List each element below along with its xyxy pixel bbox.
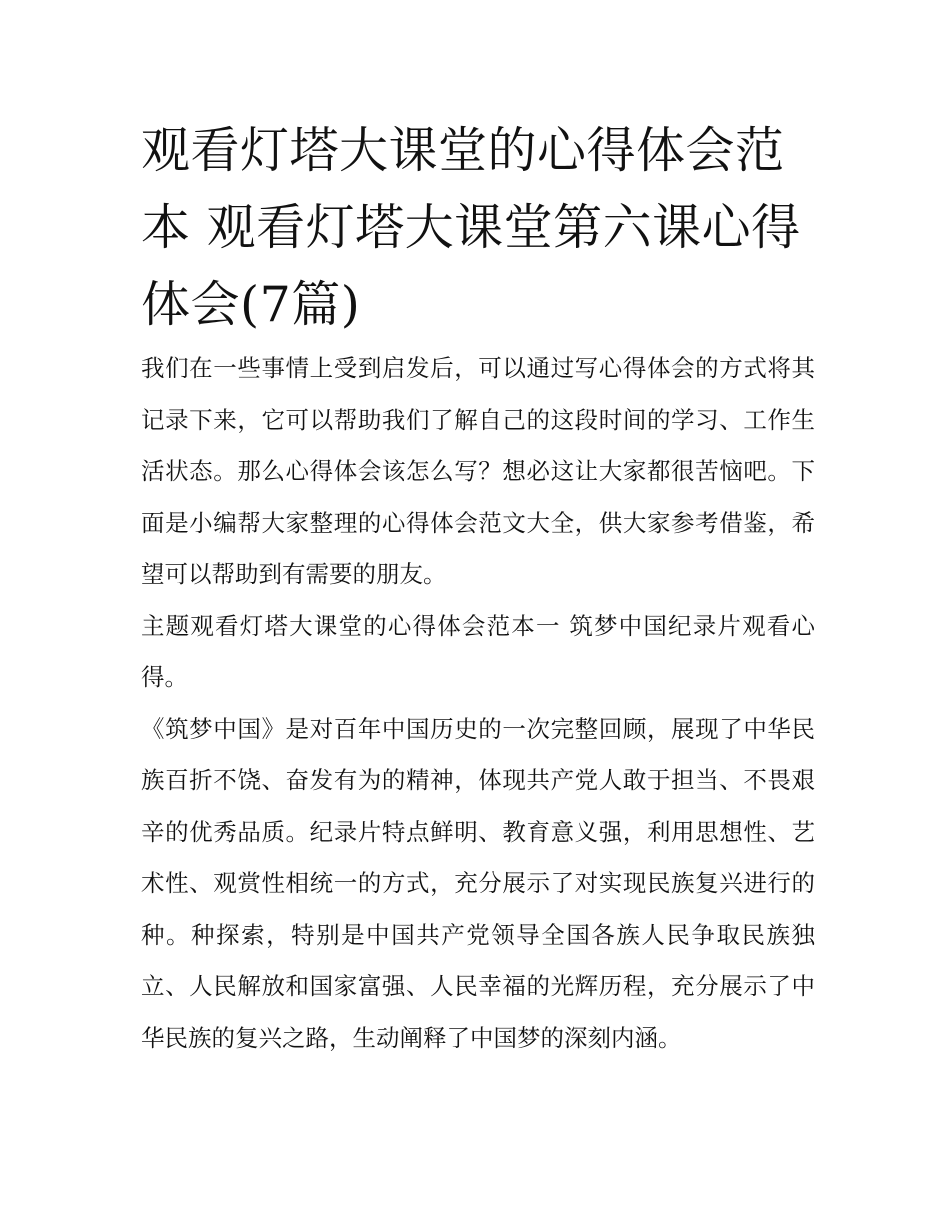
intro-paragraph: 我们在一些事情上受到启发后，可以通过写心得体会的方式将其记录下来，它可以帮助我们了解自己的这段时间的学习、工作生活状态。那么心得体会该怎么写？想必这让大家都很苦恼吧。下面是小编帮大家整理的心得体会范文大全，供大家参考借鉴，希望可以帮助到有需要的朋友。 [141, 354, 815, 588]
topic-paragraph: 主题观看灯塔大课堂的心得体会范本一 筑梦中国纪录片观看心得。 [141, 611, 815, 691]
document-page [141, 112, 815, 1064]
document-title: 观看灯塔大课堂的心得体会范本 观看灯塔大课堂第六课心得体会(7篇) [141, 122, 801, 333]
body-paragraph: 《筑梦中国》是对百年中国历史的一次完整回顾，展现了中华民族百折不饶、奋发有为的精神，体现共产党人敢于担当、不畏艰辛的优秀品质。纪录片特点鲜明、教育意义强，利用思想性、艺术性、观赏性相统一的方式，充分展示了对实现民族复兴进行的种。种探索，特别是中国共产党领导全国各族人民争取民族独立、人民解放和国家富强、人民幸福的光辉历程，充分展示了中华民族的复兴之路，生动阐释了中国梦的深刻内涵。 [141, 714, 815, 1052]
